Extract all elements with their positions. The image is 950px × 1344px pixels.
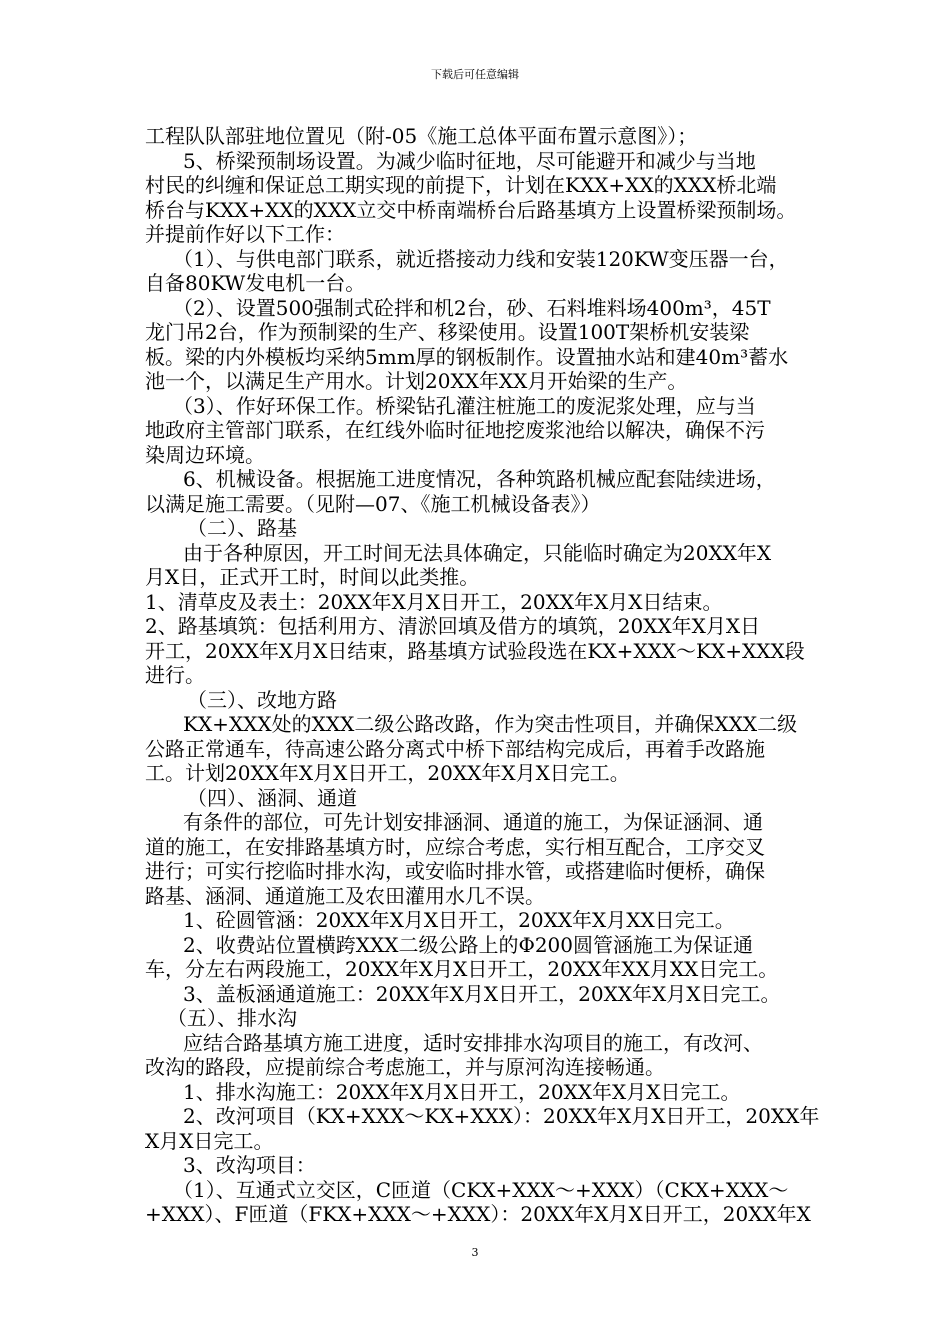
text-line: 6、机械设备。根据施工进度情况，各种筑路机械应配套陆续进场， (183, 467, 776, 491)
text-line: 月X日，正式开工时，时间以此类推。 (145, 565, 480, 589)
text-line: 有条件的部位，可先计划安排涵洞、通道的施工，为保证涵洞、通 (183, 810, 763, 834)
text-line: 道的施工，在安排路基填方时，应综合考虑，实行相互配合，工序交叉 (145, 834, 765, 859)
text-line: （四）、涵洞、通道 (187, 785, 357, 810)
text-line: 池一个，以满足生产用水。计划20XX年XX月开始梁的生产。 (145, 369, 688, 393)
text-line: 染周边环境。 (145, 442, 265, 467)
text-line: 自备80KW发电机一台。 (145, 271, 366, 295)
text-line: 工程队队部驻地位置见（附-05《施工总体平面布置示意图》）； (145, 124, 698, 148)
text-line: 2、收费站位置横跨XXX二级公路上的Φ200圆管涵施工为保证通 (183, 932, 754, 957)
text-line: +XXX）、F匝道（FKX+XXX～+XXX）：20XX年X月X日开工，20XX年X (145, 1202, 811, 1226)
text-line: 改沟的路段，应提前综合考虑施工，并与原河沟连接畅通。 (145, 1055, 665, 1079)
text-line: 地政府主管部门联系，在红线外临时征地挖废浆池给以解决，确保不污 (145, 418, 765, 442)
text-line: 路基、涵洞、通道施工及农田灌用水几不误。 (145, 883, 545, 908)
text-line: （1）、互通式立交区，C匝道（CKX+XXX～+XXX）（CKX+XXX～ (173, 1177, 789, 1202)
text-line: 1、砼圆管涵：20XX年X月X日开工，20XX年X月XX日完工。 (183, 908, 735, 932)
page-number: 3 (471, 1246, 479, 1259)
text-line: 龙门吊2台，作为预制梁的生产、移梁使用。设置100T架桥机安装梁 (145, 320, 750, 344)
text-line: 应结合路基填方施工进度，适时安排排水沟项目的施工，有改河、 (183, 1030, 763, 1055)
text-line: 1、排水沟施工：20XX年X月X日开工，20XX年X月X日完工。 (183, 1079, 741, 1104)
text-line: 工。计划20XX年X月X日开工，20XX年X月X日完工。 (145, 761, 630, 785)
page-header: 下载后可任意编辑 (431, 68, 519, 81)
text-line: 板。梁的内外模板均采纳5mm厚的钢板制作。设置抽水站和建40m³蓄水 (145, 344, 789, 369)
text-line: 开工，20XX年X月X日结束，路基填方试验段选在KX+XXX～KX+XXX段 (145, 638, 805, 663)
text-line: 桥台与KXX+XX的XXX立交中桥南端桥台后路基填方上设置桥梁预制场。 (145, 197, 797, 222)
text-line: 进行。 (145, 663, 205, 687)
text-line: （二）、路基 (187, 516, 297, 540)
document-body (145, 124, 845, 1227)
text-line: （五）、排水沟 (167, 1006, 297, 1030)
text-line: （2）、设置500强制式砼拌和机2台，砂、石料堆料场400m³，45T (173, 295, 771, 320)
text-line: KX+XXX处的XXX二级公路改路，作为突击性项目，并确保XXX二级 (183, 712, 798, 736)
text-line: 由于各种原因，开工时间无法具体确定，只能临时确定为20XX年X (183, 540, 772, 565)
text-line: （3）、作好环保工作。桥梁钻孔灌注桩施工的废泥浆处理，应与当 (173, 393, 756, 418)
text-line: 2、改河项目（KX+XXX～KX+XXX）：20XX年X月X日开工，20XX年 (183, 1104, 820, 1128)
text-line: 5、桥梁预制场设置。为减少临时征地，尽可能避开和减少与当地 (183, 148, 756, 173)
text-line: 3、改沟项目： (183, 1153, 316, 1177)
text-line: （三）、改地方路 (187, 687, 337, 712)
text-line: 1、清草皮及表土：20XX年X月X日开工，20XX年X月X日结束。 (145, 589, 723, 614)
text-line: 3、盖板涵通道施工：20XX年X月X日开工，20XX年X月X日完工。 (183, 981, 781, 1006)
text-line: 以满足施工需要。（见附—07、《施工机械设备表》） (145, 491, 601, 516)
text-line: 村民的纠缠和保证总工期实现的前提下，计划在KXX+XX的XXX桥北端 (145, 173, 777, 197)
text-line: 进行；可实行挖临时排水沟，或安临时排水管，或搭建临时便桥，确保 (145, 859, 765, 883)
text-line: 2、路基填筑：包括利用方、清淤回填及借方的填筑，20XX年X月X日 (145, 614, 761, 638)
text-line: 并提前作好以下工作： (145, 222, 345, 246)
text-line: 车，分左右两段施工，20XX年X月X日开工，20XX年XX月XX日完工。 (145, 957, 779, 981)
text-line: 公路正常通车，待高速公路分离式中桥下部结构完成后，再着手改路施 (145, 736, 765, 761)
text-line: X月X日完工。 (145, 1128, 274, 1153)
text-line: （1）、与供电部门联系，就近搭接动力线和安装120KW变压器一台， (173, 246, 789, 271)
